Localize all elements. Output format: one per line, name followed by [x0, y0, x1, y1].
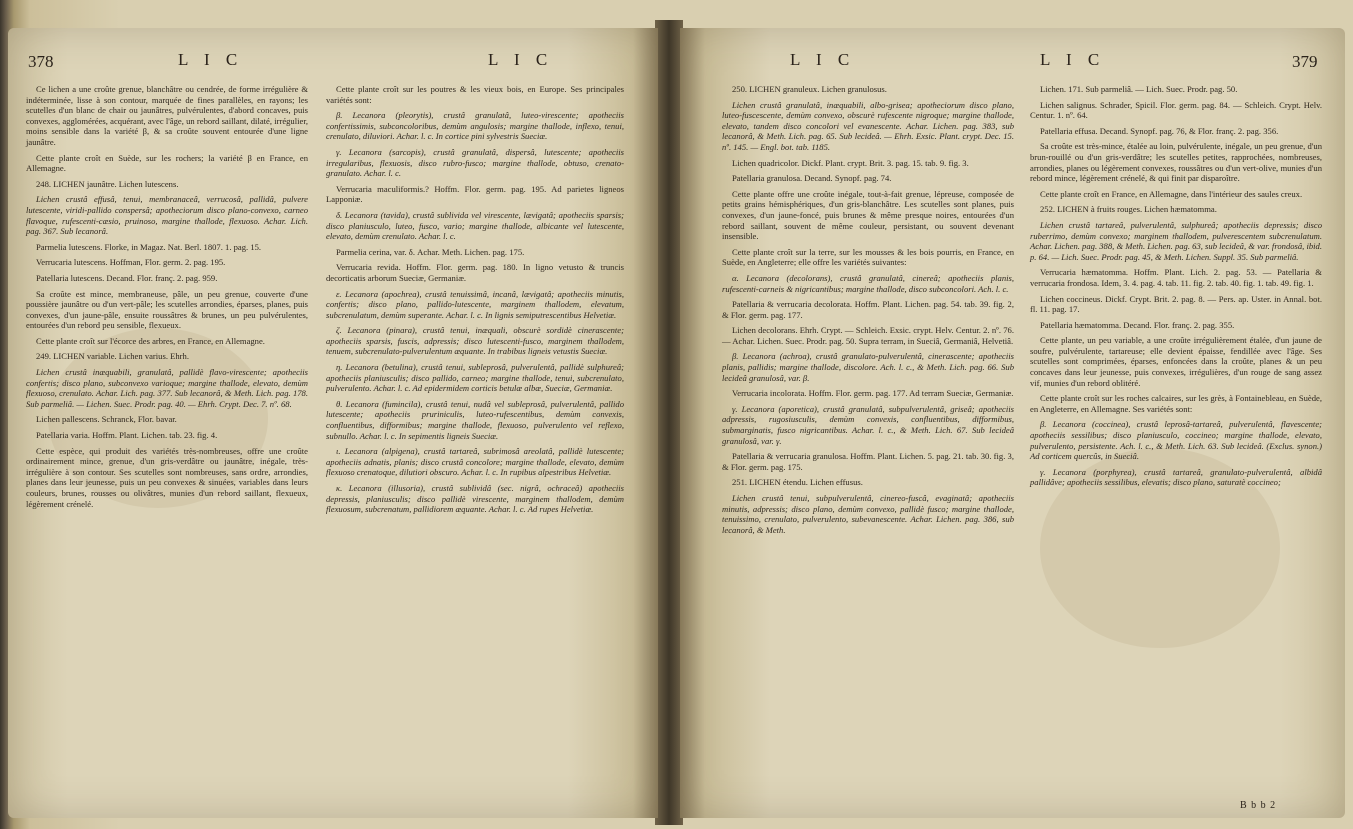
synonym-citation: Patellaria effusa. Decand. Synopf. pag. 76, & Flor. franç. 2. pag. 356.: [1040, 125, 1279, 136]
description-paragraph: Cette plante croît en Suède, sur les rochers; la variété β en France, en Allemagne.: [26, 152, 308, 174]
species-entry-heading: 248. LICHEN jaunâtre. Lichen lutescens.: [36, 178, 179, 189]
latin-diagnosis: Lichen crustâ tartareâ, pulverulentâ, sulphureâ; apotheciis depressis; disco ruberrimo, demùm convexo; marginem thallodem, pulverescentem subcrenulatum. Achar. Lichen. pag. 388, & Meth. Lichen. pag. 63, sub lecideâ, & var. frondosâ, ibid. p. 64. — Lich. Suec. Prodr. pag. 45, & Meth. Lichen. Suppl. 35. Sub parmeliâ.: [1030, 219, 1322, 262]
book-gutter: [655, 20, 683, 825]
latin-diagnosis: Lichen crustâ effusâ, tenui, membranaceâ, verrucosâ, pallidâ, pulvere lutescente, viridi-pallido conspersâ; apotheciorum disco plano-convexo, carneo flavoque, rufescenti-cæsio, pruinoso, margine thallode, flexuoso. Achar. Lich. pag. 367. Sub lecanorâ.: [26, 194, 308, 237]
description-paragraph: Cette plante croît sur la terre, sur les mousses & les bois pourris, en France, en Suède, en Angleterre; elle offre les variétés suivantes:: [722, 246, 1014, 268]
synonym-citation: Verrucaria incolorata. Hoffm. Flor. germ. pag. 177. Ad terram Sueciæ, Germaniæ.: [732, 388, 1014, 399]
running-header-left-col2: L I C: [488, 50, 554, 69]
latin-diagnosis: κ. Lecanora (illusoria), crustâ sublividâ (sec. nigrâ, ochraceâ) apotheciis depressis, planiusculis; disco pallidè virescente, marginem thallodem, demùm flexuosum, subcrenatum, pallidiorem æquante. Achar. l. c. Ad rupes Helvetiæ.: [326, 483, 624, 515]
synonym-citation: Verrucaria lutescens. Hoffman, Flor. germ. 2. pag. 195.: [36, 257, 226, 268]
synonym-citation: Patellaria hæmatomma. Decand. Flor. franç. 2. pag. 355.: [1040, 319, 1235, 330]
latin-diagnosis: η. Lecanora (betulina), crustâ tenui, subleprosâ, pulverulentâ, pallidè sulphureâ; apotheciis planiusculis; disco pallido, carneo; margine thallode, tenui, subcrenulato, pulverulento. Achar. l. c. Ad epidermidem corticis betulæ albæ, Sueciæ, Germaniæ.: [326, 362, 624, 394]
latin-diagnosis: β. Lecanora (pleorytis), crustâ granulatâ, luteo-virescente; apotheciis confertissimis, subconcoloribus, demùm angulosis; margine thallode, inflexo, tenui, crenulato, diluviori. Achar. l. c. In cortice pini sylvestris Sueciæ.: [326, 110, 624, 142]
synonym-citation: Patellaria & verrucaria granulosa. Hoffm. Plant. Lichen. 5. pag. 21. tab. 30. fig. 3, & Flor. germ. pag. 175.: [722, 451, 1014, 472]
left-page: [8, 28, 658, 818]
latin-diagnosis: Lichen crustâ tenui, subpulverulentâ, cinereo-fuscâ, evaginatâ; apotheciis minutis, adpressis; disco plano, demùm convexo, pallidè fusco; margine thallode, tenuissimo, crenulato, pulverulento, subevanescente. Achar. Lichen. pag. 386, sub lecanorâ, & Meth.: [722, 493, 1014, 535]
synonym-citation: Verrucaria hæmatomma. Hoffm. Plant. Lich. 2. pag. 53. — Patellaria & verrucaria frondosa. Idem, 3. 4. pag. 4. tab. 11. fig. 2. tab. 40. fig. 1. tab. 49. fig. 1.: [1030, 267, 1322, 288]
left-page-column-2: [326, 84, 624, 520]
latin-diagnosis: ε. Lecanora (apochrea), crustâ tenuissimâ, incanâ, lævigatâ; apotheciis minutis, confertis; disco plano, pallido-lutescente, marginem thallodem, elevatum, subcrenulatum, demùm superante. Achar. l. c. In lignis semiputrescentibus Helvetiæ.: [326, 288, 624, 320]
synonym-citation: Parmelia cerina, var. δ. Achar. Meth. Lichen. pag. 175.: [336, 246, 525, 257]
species-entry-heading: 251. LICHEN étendu. Lichen effusus.: [732, 477, 863, 488]
synonym-citation: Patellaria varia. Hoffm. Plant. Lichen. tab. 23. fig. 4.: [36, 430, 218, 441]
latin-diagnosis: Lichen crustâ inæquabili, granulatâ, pallidè flavo-virescente; apotheciis confertis; disco plano, subconvexo varioque; margine thallode, elevato, demùm flexuoso, crenulato. Achar. Lich. pag. 377. Sub lecanorâ, & Meth. Lich. pag. 178. Sub parmeliâ. — Lichen. Suec. Prodr. pag. 40. — Ehrh. Crypt. Dec. 7. nº. 68.: [26, 367, 308, 409]
left-page-column-1: [26, 84, 308, 514]
page-number-right: 379: [1292, 52, 1318, 71]
latin-diagnosis: δ. Lecanora (tavida), crustâ sublivida vel virescente, lævigatâ; apotheciis sparsis; disco planiusculo, luteo, fusco, vario; margine thallode, albicante vel lutescente, elevato, demùm crenulato. Achar. l. c.: [326, 209, 624, 242]
latin-diagnosis: ζ. Lecanora (pinara), crustâ tenui, inæquali, obscurè sordidè cinerascente; apotheciis sparsis, fuscis, adpressis; disco lutescenti-fusco, marginem thallodem, tenuem, subcrenulato-pulverulentum æquante. In trabibus ligneis vetustis Sueciæ.: [326, 325, 624, 357]
species-entry-heading: 252. LICHEN à fruits rouges. Lichen hæmatomma.: [1040, 204, 1217, 215]
latin-diagnosis: γ. Lecanora (sarcopis), crustâ granulatâ, dispersâ, lutescente; apotheciis irregularibus, flexuosis, disco rubro-fusco; margine thallode, obtuso, crenato-granulato. Achar. l. c.: [326, 146, 624, 179]
description-paragraph: Cette plante croît en France, en Allemagne, dans l'intérieur des saules creux.: [1040, 188, 1303, 199]
synonym-citation: Lichen quadricolor. Dickf. Plant. crypt. Brit. 3. pag. 15. tab. 9. fig. 3.: [732, 157, 969, 168]
description-paragraph: Sa croûte est mince, membraneuse, pâle, un peu grenue, couverte d'une poussière jaunâtre ou d'un vert-pâle; les scutelles arrondies, éparses, planes, puis convexes, d'un jaune-pâle, ensuite roussâtres & brunes, un peu pulvérulentes, entourées d'un rebord peu sensible, flexueux.: [26, 288, 308, 331]
synonym-citation: Patellaria & verrucaria decolorata. Hoffm. Plant. Lichen. pag. 54. tab. 39. fig. 2, & Flor. germ. pag. 177.: [722, 299, 1014, 320]
right-page-column-2: [1030, 84, 1322, 493]
latin-diagnosis: β. Lecanora (coccinea), crustâ leprosâ-tartareâ, pulverulentâ, flavescente; apotheciis sessilibus; disco planiusculo, coccineo; margine thallode, elevato, pulverulento, persistente. Ach. l. c., & Meth. Lich. 63. Sub lecideâ. (Exclus. synon.) Ad corticem quercûs, in Sueciâ.: [1030, 419, 1322, 462]
synonym-citation: Lichen salignus. Schrader, Spicil. Flor. germ. pag. 84. — Schleich. Crypt. Helv. Centur. 1. nº. 64.: [1030, 99, 1322, 121]
running-header-left-col1: L I C: [178, 50, 244, 69]
description-paragraph: Lichen. 171. Sub parmeliâ. — Lich. Suec. Prodr. pag. 50.: [1040, 84, 1238, 94]
synonym-citation: Lichen coccineus. Dickf. Crypt. Brit. 2. pag. 8. — Pers. ap. Uster. in Annal. bot. fl. 11. pag. 17.: [1030, 293, 1322, 315]
synonym-citation: Lichen decolorans. Ehrh. Crypt. — Schleich. Exsic. crypt. Helv. Centur. 2. nº. 76. — Achar. Lichen. Suec. Prodr. pag. 50. Supra terram, in Sueciâ, Germaniâ, Helvetiâ.: [722, 325, 1014, 346]
running-header-right-col2: L I C: [1040, 50, 1106, 69]
signature-mark: B b b 2: [1240, 800, 1277, 811]
latin-diagnosis: ι. Lecanora (alpigena), crustâ tartareâ, subrimosâ areolatâ, pallidè lutescente; apotheciis adnatis, planis; disco crustâ concolore; margine thallode, elevato, demùm flexuoso crenatoque, dilutiori obscuro. Achar. l. c. In rupibus alpestribus Helvetiæ.: [326, 446, 624, 478]
synonym-citation: Verrucaria maculiformis.? Hoffm. Flor. germ. pag. 195. Ad parietes ligneos Lapponiæ.: [326, 183, 624, 205]
synonym-citation: Patellaria lutescens. Decand. Flor. franç. 2. pag. 959.: [36, 272, 218, 283]
latin-diagnosis: θ. Lecanora (fumincila), crustâ tenui, nudâ vel subleprosâ, pulverulentâ, pallido lutescente; apotheciis pruriniculis, luteo-rufescentibus, demùm convexis, confluentibus, difformibus; margine thallode, flexuoso, pulverulento vel reflexo, subnullo. Achar. l. c. In sepimentis ligneis Sueciæ.: [326, 398, 624, 441]
description-paragraph: Cette plante, un peu variable, a une croûte irrégulièrement étalée, d'un jaune de soufre, pulvérulente, tartareuse; elle devient épaisse, fendillée avec l'âge. Ses scutelles sont comprimées, éparses, enfoncées dans la croûte, planes & un peu concaves dans leur jeunesse, puis convexes, irrégulières, d'un rouge de sang assez vif, munies d'un rebord oblitéré.: [1030, 335, 1322, 388]
synonym-citation: Patellaria granulosa. Decand. Synopf. pag. 74.: [732, 173, 892, 184]
latin-diagnosis: Lichen crustâ granulatâ, inæquabili, albo-grisea; apotheciorum disco plano, luteo-fuscescente, demùm convexo, obscurè rufescente nigroque; margine thallode, elevato, tandem disco concolori vel evanescente. Achar. Lichen. pag. 383, sub lecanorâ, & Meth. Lich. pag. 65. Sub lecideâ. — Ehrh. Exsic. Plant. crypt. Dec. 15. nº. 145. — Engl. bot. tab. 1185.: [722, 99, 1014, 152]
description-paragraph: Cette plante offre une croûte inégale, tout-à-fait grenue, lépreuse, composée de petits grains hémisphériques, d'un gris-blanchâtre. Les scutelles sont planes, puis convexes, d'un jaune-foncé, puis brunes & même presque noires, entourées d'un rebord saillant, souvent de même couleur, persistant, ou souvent devenant insensible.: [722, 188, 1014, 242]
latin-diagnosis: γ. Lecanora (porphyrea), crustâ tartareâ, granulato-pulverulentâ, albidâ pallidâve; apotheciis sessilibus, elevatis; disco plano, saturatè coccineo;: [1030, 466, 1322, 488]
running-header-right-col1: L I C: [790, 50, 856, 69]
description-paragraph: Cette plante croît sur les poutres & les vieux bois, en Europe. Ses principales variétés sont:: [326, 84, 624, 105]
synonym-citation: Lichen pallescens. Schranck, Flor. bavar.: [36, 414, 177, 425]
description-paragraph: Sa croûte est très-mince, étalée au loin, pulvérulente, inégale, un peu grenue, d'un brun-rouillé ou d'un gris-verdâtre; les scutelles petites, rapprochées, nombreuses, arrondies, planes ou légèrement convexes, roussâtres ou d'un vert-olive, munies d'un rebord mince, légèrement crénelé, & qui finit par disparoître.: [1030, 141, 1322, 184]
description-paragraph: Ce lichen a une croûte grenue, blanchâtre ou cendrée, de forme irrégulière & indéterminée, lisse à son contour, marquée de fines parallèles, en rayons; les scutelles d'un blanc de chair ou jaunâtres, pulvérulentes, d'abord concaves, puis convexes, agglomérées, acquérant, avec l'âge, un rebord saillant, dilaté, irrégulier, moins sensible dans la variété β, & sa croûte souvent entourée d'une ligne jaunâtre.: [26, 84, 308, 147]
description-paragraph: Cette espèce, qui produit des variétés très-nombreuses, offre une croûte ordinairement mince, grenue, d'un gris-verdâtre ou jaunâtre, inégale, très-irrégulière à son contour. Ses scutelles sont nombreuses, sans ordre, arrondies, planes dans leur jeunesse, puis un peu convexes & sinuées, variables dans leurs couleurs, brunes, rousses ou olivâtres, munies d'un rebord saillant, flexueux, légèrement crénelé.: [26, 445, 308, 509]
description-paragraph: Cette plante croît sur les roches calcaires, sur les grès, à Fontainebleau, en Suède, en Angleterre, en Allemagne. Ses variétés sont:: [1030, 393, 1322, 414]
synonym-citation: Verrucaria revida. Hoffm. Flor. germ. pag. 180. In ligno vetusto & truncis decorticatis arborum Sueciæ, Germaniæ.: [326, 262, 624, 283]
right-page: [680, 28, 1345, 818]
latin-diagnosis: α. Lecanora (decolorans), crustâ granulatâ, cinereâ; apotheciis planis, rufescenti-carneis & nigricantibus; margine thallode, disco subconcolori. Ach. l. c.: [722, 272, 1014, 294]
right-page-column-1: [722, 84, 1014, 540]
species-entry-heading: 249. LICHEN variable. Lichen varius. Ehrh.: [36, 351, 189, 362]
species-entry-heading: 250. LICHEN granuleux. Lichen granulosus.: [732, 84, 887, 94]
latin-diagnosis: γ. Lecanora (aporetica), crustâ granulatâ, subpulverulentâ, griseâ; apotheciis adpressis, rugosiusculis, demùm convexis, confluentibus, difformibus, submarginatis, fusco nigricantibus. Achar. l. c., & Meth. Lich. 67. Sub lecideâ granulosâ, var. γ.: [722, 403, 1014, 446]
page-number-left: 378: [28, 52, 54, 71]
description-paragraph: Cette plante croît sur l'écorce des arbres, en France, en Allemagne.: [36, 335, 265, 346]
synonym-citation: Parmelia lutescens. Florke, in Magaz. Nat. Berl. 1807. 1. pag. 15.: [36, 241, 262, 252]
latin-diagnosis: β. Lecanora (achroa), crustâ granulato-pulverulentâ, cinerascente; apotheciis planis, pallidis; margine thallode, discolore. Ach. l. c., & Meth. Lich. pag. 66. Sub lecideâ granulosâ, var. β.: [722, 351, 1014, 383]
